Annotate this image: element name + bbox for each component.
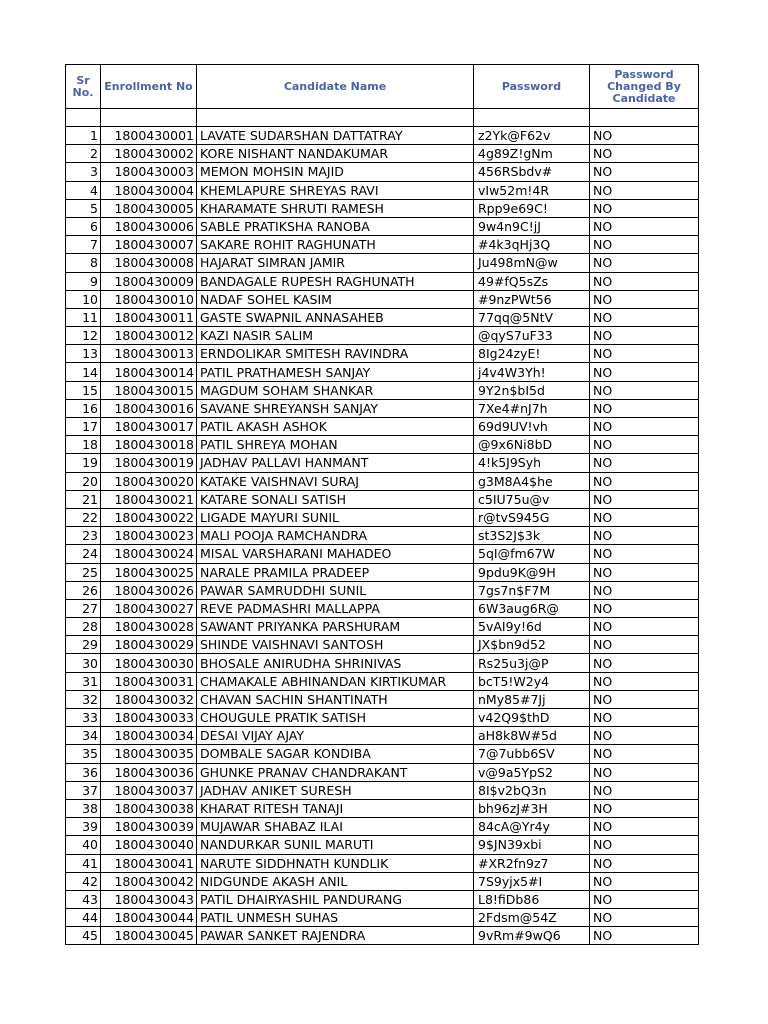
enrollment-no-cell: 1800430016 [101,399,197,417]
sr-no-cell: 12 [66,327,101,345]
password-cell: Rpp9e69C! [474,199,590,217]
sr-no-cell: 29 [66,636,101,654]
table-row [66,581,699,599]
table-body [66,109,699,945]
enrollment-no-cell: 1800430034 [101,727,197,745]
password-cell: 9w4n9C!jJ [474,217,590,235]
table-row [66,181,699,199]
password-cell: 5vAI9y!6d [474,618,590,636]
table-row [66,199,699,217]
sr-no-cell: 9 [66,272,101,290]
password-cell: #4k3qHj3Q [474,236,590,254]
enrollment-no-cell: 1800430024 [101,545,197,563]
enrollment-no-cell: 1800430028 [101,618,197,636]
candidate-name-cell: PATIL DHAIRYASHIL PANDURANG [197,890,474,908]
enrollment-no-cell: 1800430039 [101,818,197,836]
password-changed-cell: NO [590,763,699,781]
enrollment-no-cell: 1800430014 [101,363,197,381]
enrollment-no-cell: 1800430027 [101,599,197,617]
header-password: Password [474,65,590,109]
password-changed-cell: NO [590,836,699,854]
password-cell: L8!fiDb86 [474,890,590,908]
table-row [66,618,699,636]
enrollment-no-cell: 1800430017 [101,418,197,436]
password-cell: z2Yk@F62v [474,127,590,145]
table-row [66,472,699,490]
password-changed-cell: NO [590,145,699,163]
candidate-name-cell: KATAKE VAISHNAVI SURAJ [197,472,474,490]
table-row [66,545,699,563]
sr-no-cell: 33 [66,709,101,727]
password-cell: bh96zJ#3H [474,799,590,817]
table-row [66,272,699,290]
candidate-name-cell: KHARAMATE SHRUTI RAMESH [197,199,474,217]
enrollment-no-cell: 1800430018 [101,436,197,454]
sr-no-cell: 14 [66,363,101,381]
sr-no-cell: 16 [66,399,101,417]
table-row [66,599,699,617]
password-cell: 4!k5J9Syh [474,454,590,472]
password-changed-cell: NO [590,563,699,581]
password-cell: v42Q9$thD [474,709,590,727]
password-changed-cell: NO [590,127,699,145]
enrollment-no-cell: 1800430026 [101,581,197,599]
password-changed-cell: NO [590,672,699,690]
enrollment-no-cell: 1800430045 [101,927,197,945]
table-row [66,654,699,672]
table-row [66,399,699,417]
candidate-name-cell: NARUTE SIDDHNATH KUNDLIK [197,854,474,872]
table-row [66,563,699,581]
password-changed-cell: NO [590,454,699,472]
table-row [66,490,699,508]
table-row [66,672,699,690]
enrollment-no-cell: 1800430038 [101,799,197,817]
password-changed-cell: NO [590,217,699,235]
password-cell: @qyS7uF33 [474,327,590,345]
password-changed-cell: NO [590,272,699,290]
sr-no-cell: 7 [66,236,101,254]
candidate-name-cell: MISAL VARSHARANI MAHADEO [197,545,474,563]
password-changed-cell: NO [590,308,699,326]
password-changed-cell: NO [590,581,699,599]
password-changed-cell: NO [590,781,699,799]
password-changed-cell: NO [590,618,699,636]
enrollment-no-cell: 1800430013 [101,345,197,363]
password-cell: #XR2fn9z7 [474,854,590,872]
password-changed-cell: NO [590,636,699,654]
table-row [66,690,699,708]
password-cell: 2Fdsm@54Z [474,909,590,927]
candidate-name-cell: MAGDUM SOHAM SHANKAR [197,381,474,399]
sr-no-cell: 13 [66,345,101,363]
header-password-changed: Password Changed By Candidate [590,65,699,109]
enrollment-no-cell: 1800430010 [101,290,197,308]
candidate-name-cell: SABLE PRATIKSHA RANOBA [197,217,474,235]
password-cell: 69d9UV!vh [474,418,590,436]
password-changed-cell: NO [590,690,699,708]
enrollment-no-cell: 1800430004 [101,181,197,199]
table-row [66,872,699,890]
blank-cell [590,109,699,127]
enrollment-no-cell: 1800430033 [101,709,197,727]
enrollment-no-cell: 1800430031 [101,672,197,690]
candidate-name-cell: SAWANT PRIYANKA PARSHURAM [197,618,474,636]
sr-no-cell: 2 [66,145,101,163]
sr-no-cell: 43 [66,890,101,908]
sr-no-cell: 6 [66,217,101,235]
enrollment-no-cell: 1800430029 [101,636,197,654]
password-changed-cell: NO [590,418,699,436]
candidate-name-cell: BANDAGALE RUPESH RAGHUNATH [197,272,474,290]
candidate-name-cell: JADHAV ANIKET SURESH [197,781,474,799]
password-changed-cell: NO [590,527,699,545]
candidate-name-cell: BHOSALE ANIRUDHA SHRINIVAS [197,654,474,672]
blank-cell [101,109,197,127]
candidate-name-cell: JADHAV PALLAVI HANMANT [197,454,474,472]
password-cell: vIw52m!4R [474,181,590,199]
sr-no-cell: 24 [66,545,101,563]
enrollment-no-cell: 1800430022 [101,508,197,526]
sr-no-cell: 38 [66,799,101,817]
sr-no-cell: 41 [66,854,101,872]
password-cell: 8I$v2bQ3n [474,781,590,799]
password-changed-cell: NO [590,545,699,563]
password-cell: 49#fQ5sZs [474,272,590,290]
sr-no-cell: 20 [66,472,101,490]
table-row [66,363,699,381]
sr-no-cell: 44 [66,909,101,927]
enrollment-no-cell: 1800430037 [101,781,197,799]
password-cell: bcT5!W2y4 [474,672,590,690]
blank-cell [197,109,474,127]
sr-no-cell: 17 [66,418,101,436]
candidate-name-cell: MUJAWAR SHABAZ ILAI [197,818,474,836]
candidate-name-cell: PATIL AKASH ASHOK [197,418,474,436]
header-candidate-name: Candidate Name [197,65,474,109]
password-cell: st3S2J$3k [474,527,590,545]
candidate-name-cell: LAVATE SUDARSHAN DATTATRAY [197,127,474,145]
sr-no-cell: 45 [66,927,101,945]
sr-no-cell: 26 [66,581,101,599]
password-changed-cell: NO [590,236,699,254]
table-row [66,381,699,399]
password-cell: 7Xe4#nJ7h [474,399,590,417]
enrollment-no-cell: 1800430002 [101,145,197,163]
sr-no-cell: 35 [66,745,101,763]
sr-no-cell: 3 [66,163,101,181]
password-changed-cell: NO [590,436,699,454]
table-row [66,290,699,308]
candidate-name-cell: SAVANE SHREYANSH SANJAY [197,399,474,417]
sr-no-cell: 4 [66,181,101,199]
table-row [66,909,699,927]
enrollment-no-cell: 1800430023 [101,527,197,545]
sr-no-cell: 31 [66,672,101,690]
password-cell: 5qI@fm67W [474,545,590,563]
table-row [66,327,699,345]
table-row [66,217,699,235]
sr-no-cell: 25 [66,563,101,581]
table-row [66,436,699,454]
table-row [66,818,699,836]
password-changed-cell: NO [590,872,699,890]
password-changed-cell: NO [590,290,699,308]
sr-no-cell: 42 [66,872,101,890]
sr-no-cell: 34 [66,727,101,745]
header-sr-no: Sr No. [66,65,101,109]
table-row [66,927,699,945]
candidate-name-cell: KAZI NASIR SALIM [197,327,474,345]
candidate-name-cell: PATIL SHREYA MOHAN [197,436,474,454]
table-row [66,527,699,545]
password-cell: 9pdu9K@9H [474,563,590,581]
table-row [66,745,699,763]
candidate-name-cell: KORE NISHANT NANDAKUMAR [197,145,474,163]
table-row [66,709,699,727]
sr-no-cell: 30 [66,654,101,672]
enrollment-no-cell: 1800430036 [101,763,197,781]
password-cell: 77qq@5NtV [474,308,590,326]
enrollment-no-cell: 1800430032 [101,690,197,708]
sr-no-cell: 28 [66,618,101,636]
sr-no-cell: 22 [66,508,101,526]
password-changed-cell: NO [590,508,699,526]
table-row [66,236,699,254]
table-row [66,308,699,326]
password-cell: 7@7ubb6SV [474,745,590,763]
sr-no-cell: 11 [66,308,101,326]
password-changed-cell: NO [590,890,699,908]
enrollment-no-cell: 1800430042 [101,872,197,890]
enrollment-no-cell: 1800430006 [101,217,197,235]
enrollment-no-cell: 1800430044 [101,909,197,927]
candidate-name-cell: GASTE SWAPNIL ANNASAHEB [197,308,474,326]
candidate-name-cell: REVE PADMASHRI MALLAPPA [197,599,474,617]
password-cell: g3M8A4$he [474,472,590,490]
candidate-name-cell: NADAF SOHEL KASIM [197,290,474,308]
table-row [66,727,699,745]
sr-no-cell: 21 [66,490,101,508]
blank-row [66,109,699,127]
password-changed-cell: NO [590,399,699,417]
enrollment-no-cell: 1800430003 [101,163,197,181]
password-cell: r@tvS945G [474,508,590,526]
password-cell: nMy85#7Jj [474,690,590,708]
candidate-name-cell: SAKARE ROHIT RAGHUNATH [197,236,474,254]
sr-no-cell: 10 [66,290,101,308]
header-row [66,65,699,109]
enrollment-no-cell: 1800430025 [101,563,197,581]
candidate-name-cell: HAJARAT SIMRAN JAMIR [197,254,474,272]
password-cell: 7S9yjx5#I [474,872,590,890]
candidate-name-cell: KATARE SONALI SATISH [197,490,474,508]
enrollment-no-cell: 1800430035 [101,745,197,763]
candidate-name-cell: CHOUGULE PRATIK SATISH [197,709,474,727]
password-cell: @9x6Ni8bD [474,436,590,454]
sr-no-cell: 27 [66,599,101,617]
candidate-name-cell: MEMON MOHSIN MAJID [197,163,474,181]
table-row [66,127,699,145]
blank-cell [66,109,101,127]
candidate-name-cell: NANDURKAR SUNIL MARUTI [197,836,474,854]
sr-no-cell: 36 [66,763,101,781]
candidate-password-table [65,64,699,945]
sr-no-cell: 19 [66,454,101,472]
enrollment-no-cell: 1800430005 [101,199,197,217]
password-changed-cell: NO [590,163,699,181]
password-changed-cell: NO [590,181,699,199]
table-row [66,836,699,854]
password-cell: 9$JN39xbi [474,836,590,854]
candidate-name-cell: LIGADE MAYURI SUNIL [197,508,474,526]
password-cell: j4v4W3Yh! [474,363,590,381]
sr-no-cell: 5 [66,199,101,217]
password-changed-cell: NO [590,854,699,872]
password-changed-cell: NO [590,799,699,817]
password-changed-cell: NO [590,818,699,836]
password-changed-cell: NO [590,654,699,672]
candidate-name-cell: NIDGUNDE AKASH ANIL [197,872,474,890]
candidate-name-cell: ERNDOLIKAR SMITESH RAVINDRA [197,345,474,363]
table-row [66,345,699,363]
sr-no-cell: 1 [66,127,101,145]
table-row [66,781,699,799]
password-cell: Rs25u3j@P [474,654,590,672]
password-cell: v@9a5YpS2 [474,763,590,781]
enrollment-no-cell: 1800430011 [101,308,197,326]
password-cell: #9nzPWt56 [474,290,590,308]
password-changed-cell: NO [590,327,699,345]
password-changed-cell: NO [590,909,699,927]
candidate-name-cell: CHAMAKALE ABHINANDAN KIRTIKUMAR [197,672,474,690]
candidate-name-cell: CHAVAN SACHIN SHANTINATH [197,690,474,708]
table-row [66,854,699,872]
sr-no-cell: 40 [66,836,101,854]
password-cell: 4g89Z!gNm [474,145,590,163]
header-enrollment-no: Enrollment No [101,65,197,109]
candidate-name-cell: PAWAR SANKET RAJENDRA [197,927,474,945]
sr-no-cell: 15 [66,381,101,399]
password-changed-cell: NO [590,381,699,399]
candidate-name-cell: NARALE PRAMILA PRADEEP [197,563,474,581]
table-row [66,254,699,272]
candidate-name-cell: PATIL UNMESH SUHAS [197,909,474,927]
password-changed-cell: NO [590,254,699,272]
candidate-name-cell: MALI POOJA RAMCHANDRA [197,527,474,545]
password-changed-cell: NO [590,363,699,381]
sr-no-cell: 37 [66,781,101,799]
table-row [66,418,699,436]
password-changed-cell: NO [590,709,699,727]
candidate-name-cell: KHARAT RITESH TANAJI [197,799,474,817]
password-cell: 84cA@Yr4y [474,818,590,836]
table-row [66,454,699,472]
table-row [66,163,699,181]
table-row [66,508,699,526]
password-cell: 8Ig24zyE! [474,345,590,363]
sr-no-cell: 39 [66,818,101,836]
candidate-name-cell: GHUNKE PRANAV CHANDRAKANT [197,763,474,781]
candidate-name-cell: KHEMLAPURE SHREYAS RAVI [197,181,474,199]
sr-no-cell: 23 [66,527,101,545]
table-row [66,763,699,781]
enrollment-no-cell: 1800430008 [101,254,197,272]
enrollment-no-cell: 1800430021 [101,490,197,508]
enrollment-no-cell: 1800430030 [101,654,197,672]
sr-no-cell: 18 [66,436,101,454]
password-changed-cell: NO [590,599,699,617]
password-changed-cell: NO [590,490,699,508]
password-cell: Ju498mN@w [474,254,590,272]
candidate-name-cell: SHINDE VAISHNAVI SANTOSH [197,636,474,654]
password-changed-cell: NO [590,745,699,763]
password-cell: aH8k8W#5d [474,727,590,745]
password-cell: 7gs7n$F7M [474,581,590,599]
enrollment-no-cell: 1800430009 [101,272,197,290]
password-cell: c5IU75u@v [474,490,590,508]
password-changed-cell: NO [590,727,699,745]
sr-no-cell: 8 [66,254,101,272]
password-cell: 456RSbdv# [474,163,590,181]
candidate-name-cell: DOMBALE SAGAR KONDIBA [197,745,474,763]
password-cell: 6W3aug6R@ [474,599,590,617]
password-changed-cell: NO [590,927,699,945]
candidate-name-cell: DESAI VIJAY AJAY [197,727,474,745]
enrollment-no-cell: 1800430019 [101,454,197,472]
password-cell: JX$bn9d52 [474,636,590,654]
password-changed-cell: NO [590,345,699,363]
password-cell: 9Y2n$bI5d [474,381,590,399]
table-row [66,636,699,654]
enrollment-no-cell: 1800430040 [101,836,197,854]
enrollment-no-cell: 1800430001 [101,127,197,145]
candidate-name-cell: PAWAR SAMRUDDHI SUNIL [197,581,474,599]
blank-cell [474,109,590,127]
table-row [66,145,699,163]
enrollment-no-cell: 1800430015 [101,381,197,399]
enrollment-no-cell: 1800430043 [101,890,197,908]
table-row [66,799,699,817]
enrollment-no-cell: 1800430007 [101,236,197,254]
enrollment-no-cell: 1800430041 [101,854,197,872]
table-row [66,890,699,908]
enrollment-no-cell: 1800430020 [101,472,197,490]
enrollment-no-cell: 1800430012 [101,327,197,345]
candidate-name-cell: PATIL PRATHAMESH SANJAY [197,363,474,381]
password-changed-cell: NO [590,472,699,490]
password-cell: 9vRm#9wQ6 [474,927,590,945]
sr-no-cell: 32 [66,690,101,708]
password-changed-cell: NO [590,199,699,217]
